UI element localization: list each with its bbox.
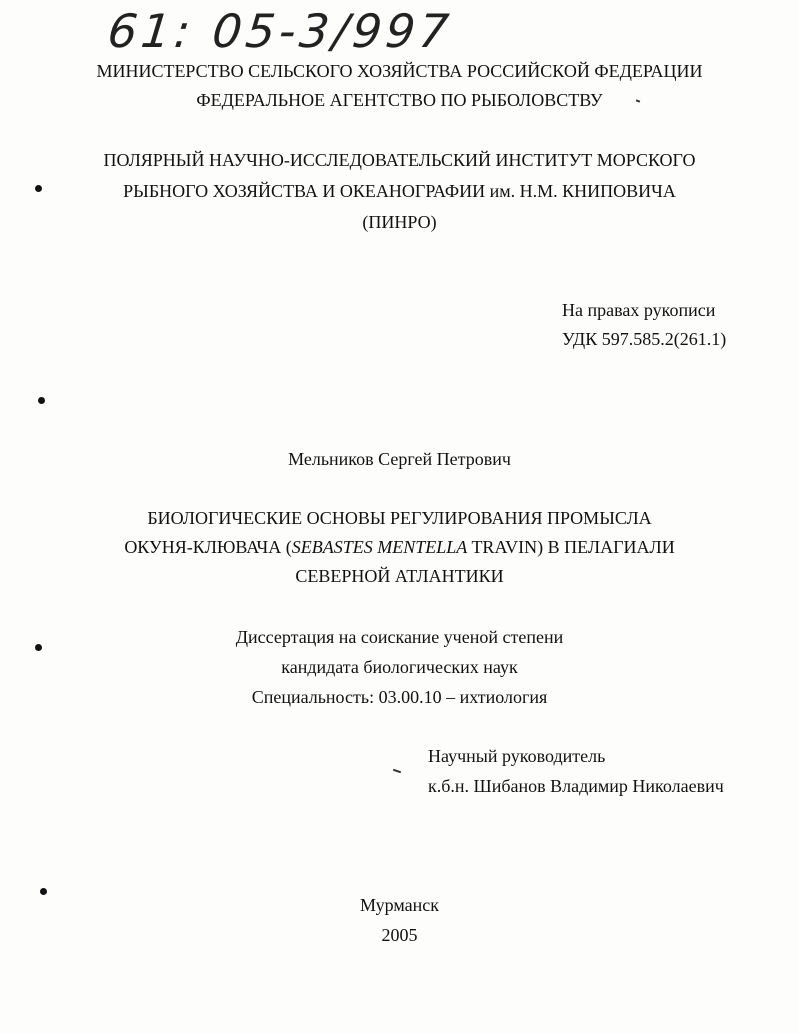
binding-hole-mark [38,397,45,404]
title-line-2 [0,538,799,556]
title-line-2-suffix: TRAVIN) В ПЕЛАГИАЛИ [467,537,675,557]
title-line-3: СЕВЕРНОЙ АТЛАНТИКИ [295,566,504,586]
institute-line-2: РЫБНОГО ХОЗЯЙСТВА И ОКЕАНОГРАФИИ им. Н.М. КНИПОВИЧА [123,181,676,201]
archive-stamp: 61: 05-3/997 [105,4,456,58]
udc-code: УДК 597.585.2(261.1) [562,329,727,349]
degree-line-2: кандидата биологических наук [281,657,518,677]
supervisor-name: к.б.н. Шибанов Владимир Николаевич [428,776,724,796]
institute-line-1: ПОЛЯРНЫЙ НАУЧНО-ИССЛЕДОВАТЕЛЬСКИЙ ИНСТИТУТ МОРСКОГО [103,150,696,170]
degree-line-1: Диссертация на соискание ученой степени [235,627,564,647]
city: Мурманск [360,895,439,915]
ministry-heading: МИНИСТЕРСТВО СЕЛЬСКОГО ХОЗЯЙСТВА РОССИЙСКОЙ ФЕДЕРАЦИИ [96,61,703,81]
species-name: SEBASTES MENTELLA [291,537,468,557]
institute-abbreviation: (ПИНРО) [362,212,437,232]
agency-heading: ФЕДЕРАЛЬНОЕ АГЕНТСТВО ПО РЫБОЛОВСТВУ [196,90,603,110]
binding-hole-mark [35,644,42,651]
scan-speck [393,769,401,774]
binding-hole-mark [40,888,47,895]
supervisor-label: Научный руководитель [428,746,606,766]
title-line-2-prefix: ОКУНЯ-КЛЮВАЧА ( [124,537,292,557]
binding-hole-mark [35,185,42,192]
manuscript-rights-label: На правах рукописи [562,300,716,320]
author-name: Мельников Сергей Петрович [288,449,511,469]
year: 2005 [381,925,418,945]
title-line-1: БИОЛОГИЧЕСКИЕ ОСНОВЫ РЕГУЛИРОВАНИЯ ПРОМЫСЛА [147,508,652,528]
specialty-line: Специальность: 03.00.10 – ихтиология [251,687,548,707]
